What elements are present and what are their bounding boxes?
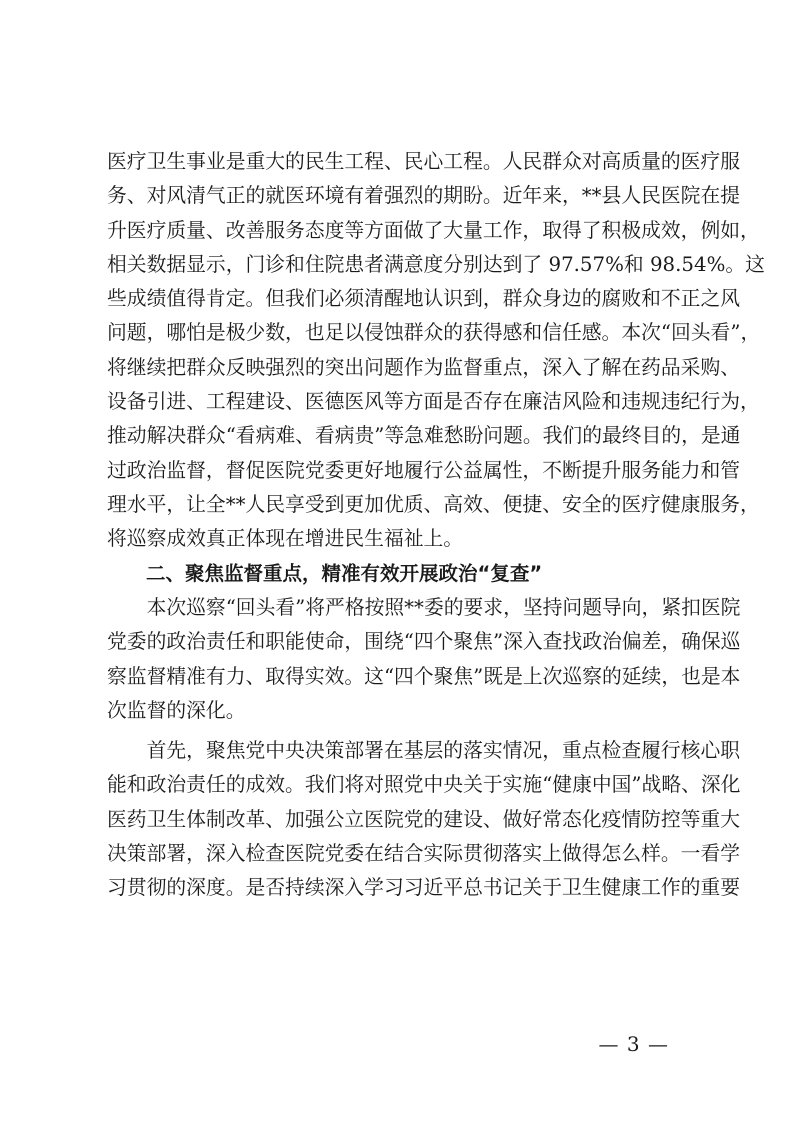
text-line: 将巡察成效真正体现在增进民生福祉上。 xyxy=(107,527,464,551)
paragraph-first-focus xyxy=(107,734,741,905)
text-line: 党委的政治责任和职能使命，围绕“四个聚焦”深入查找政治偏差，确保巡 xyxy=(107,630,741,654)
text-line: 医药卫生体制改革、加强公立医院党的建设、做好常态化疫情防控等重大 xyxy=(107,807,741,831)
text-line: 首先，聚焦党中央决策部署在基层的落实情况，重点检查履行核心职 xyxy=(107,739,741,762)
text-line: 将继续把群众反映强烈的突出问题作为监督重点，深入了解在药品采购、 xyxy=(107,355,741,379)
text-line: 升医疗质量、改善服务态度等方面做了大量工作，取得了积极成效，例如， xyxy=(107,218,760,242)
text-line: 次监督的深化。 xyxy=(107,698,246,722)
text-line: 问题，哪怕是极少数，也足以侵蚀群众的获得感和信任感。本次“回头看”， xyxy=(107,321,761,345)
text-line: 决策部署，深入检查医院党委在结合实际贯彻落实上做得怎么样。一看学 xyxy=(107,841,741,865)
text-line: 察监督精准有力、取得实效。这“四个聚焦”既是上次巡察的延续，也是本 xyxy=(107,664,741,688)
text-line: 相关数据显示，门诊和住院患者满意度分别达到了 97.57%和 98.54%。这 xyxy=(107,252,765,276)
paragraph-medical-service xyxy=(107,145,765,557)
paragraph-inspection-review xyxy=(107,591,741,728)
text-line: 设备引进、工程建设、医德医风等方面是否存在廉洁风险和违规违纪行为， xyxy=(107,390,760,414)
text-line: 理水平，让全**人民享受到更加优质、高效、便捷、安全的医疗健康服务， xyxy=(107,492,760,516)
text-line: 能和政治责任的成效。我们将对照党中央关于实施“健康中国”战略、深化 xyxy=(107,773,741,797)
text-line: 医疗卫生事业是重大的民生工程、民心工程。人民群众对高质量的医疗服 xyxy=(107,150,741,173)
text-line: 过政治监督，督促医院党委更好地履行公益属性，不断提升服务能力和管 xyxy=(107,458,741,482)
page-number: — 3 — xyxy=(598,1032,669,1056)
text-line: 本次巡察“回头看”将严格按照**委的要求，坚持问题导向，紧扣医院 xyxy=(107,596,741,619)
section-heading xyxy=(107,557,707,591)
text-line: 务、对风清气正的就医环境有着强烈的期盼。近年来，**县人民医院在提 xyxy=(107,184,741,208)
text-line: 些成绩值得肯定。但我们必须清醒地认识到，群众身边的腐败和不正之风 xyxy=(107,287,741,311)
section-heading-text: 二、聚焦监督重点，精准有效开展政治“复查” xyxy=(107,562,543,585)
text-line: 推动解决群众“看病难、看病贵”等急难愁盼问题。我们的最终目的，是通 xyxy=(107,424,741,448)
text-line: 习贯彻的深度。是否持续深入学习习近平总书记关于卫生健康工作的重要 xyxy=(107,876,741,900)
